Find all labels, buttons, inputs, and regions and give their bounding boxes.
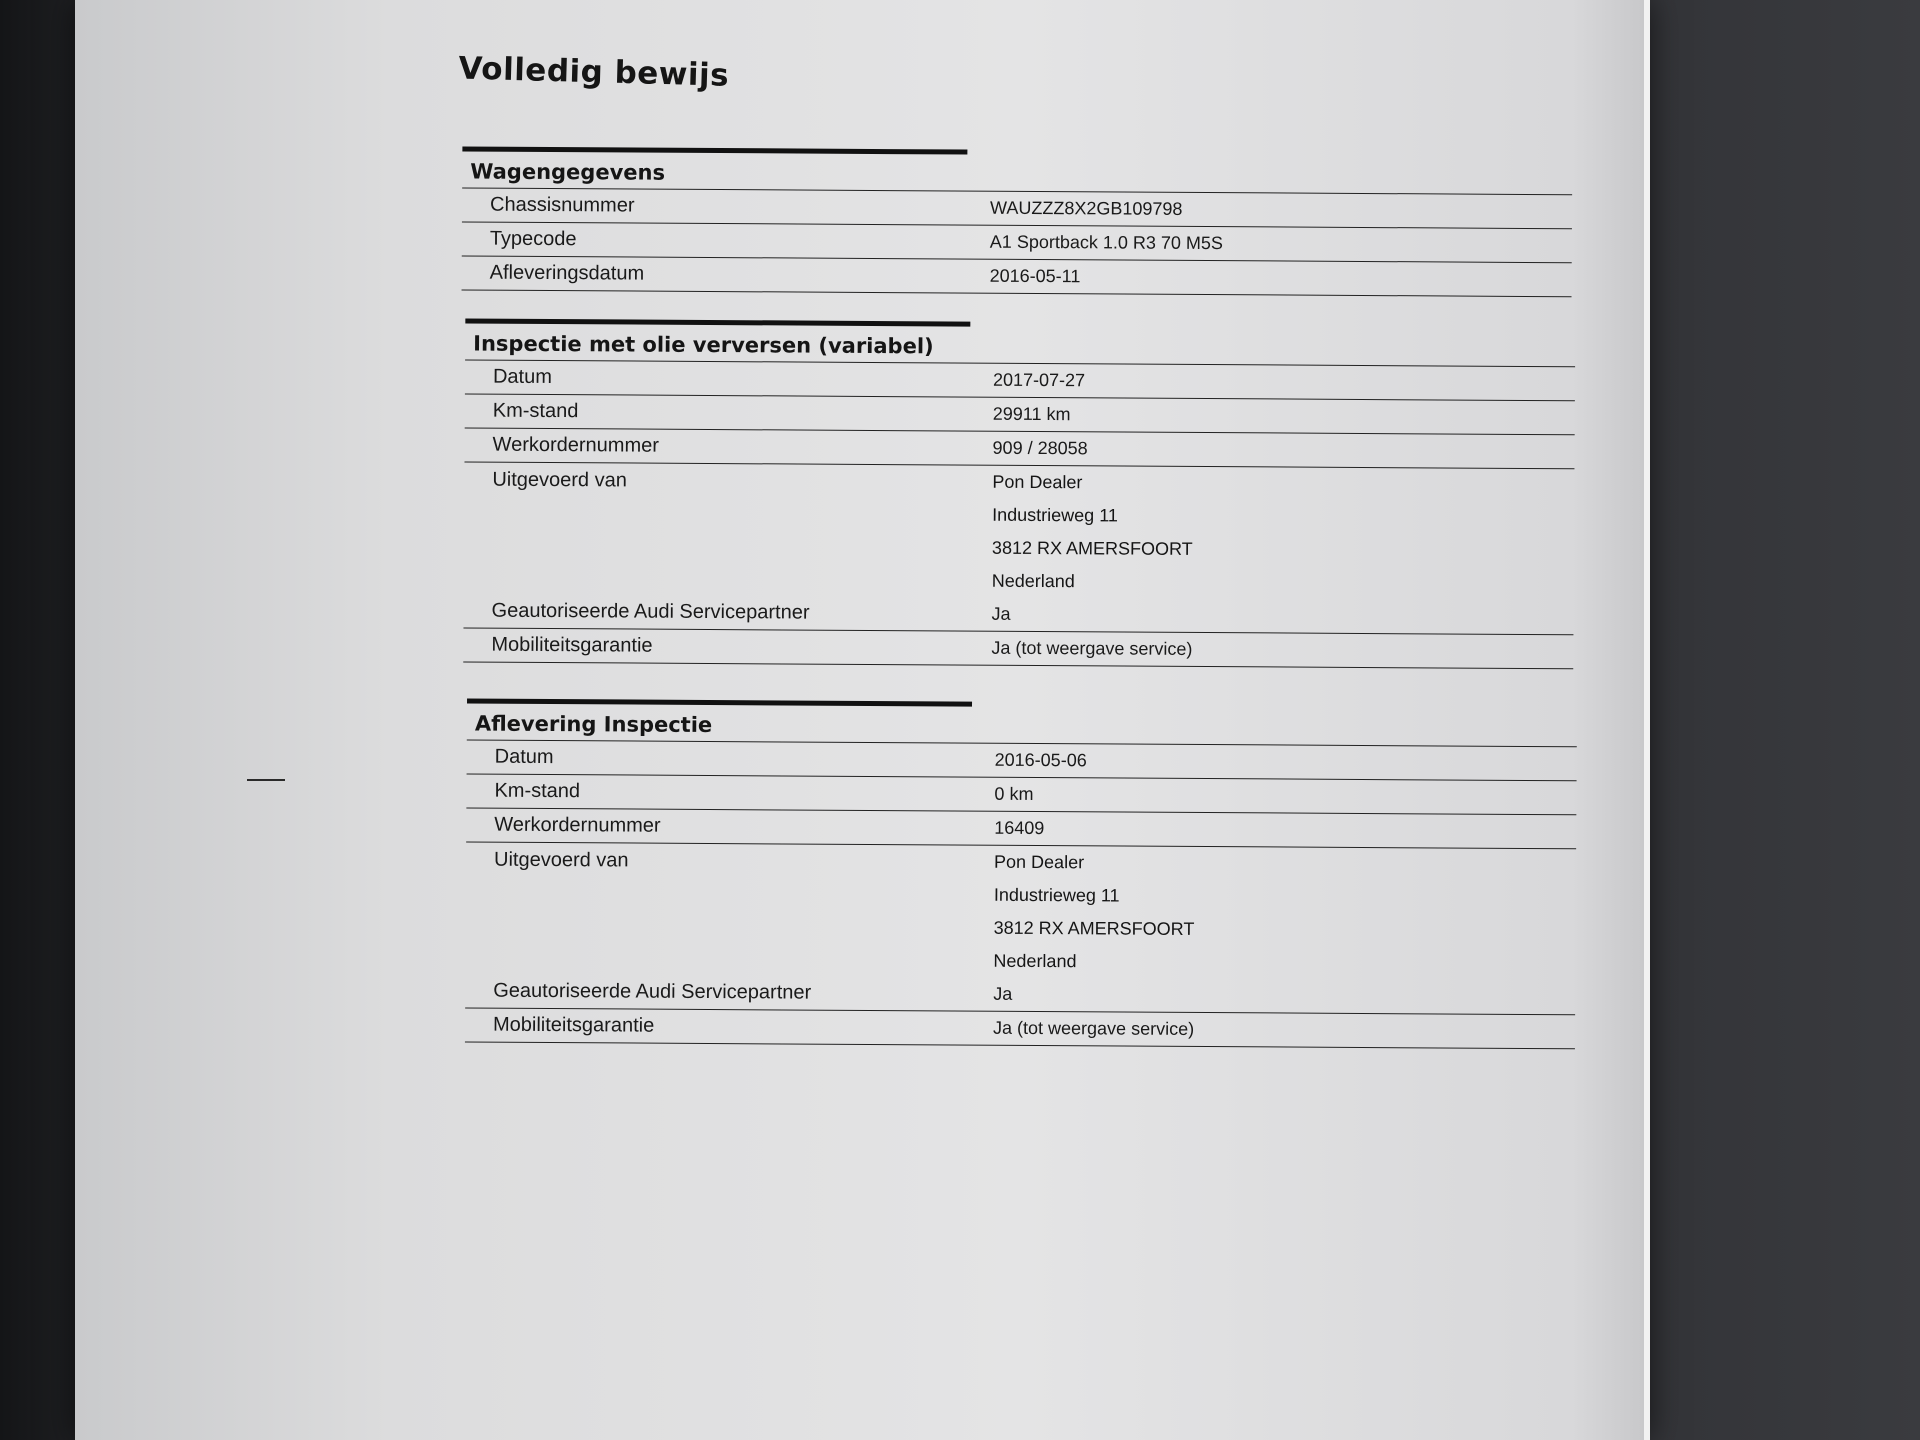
row-label: Geautoriseerde Audi Servicepartner xyxy=(491,599,810,624)
row-label: Werkordernummer xyxy=(492,433,659,457)
document-title: Volledig bewijs xyxy=(458,50,730,94)
section-title: Inspectie met olie verversen (variabel) xyxy=(465,323,1575,367)
margin-mark xyxy=(247,779,285,781)
address-line: Nederland xyxy=(991,570,1075,592)
row-label: Afleveringsdatum xyxy=(489,261,645,285)
row-value: Ja xyxy=(993,983,1013,1004)
row-label: Chassisnummer xyxy=(489,193,635,217)
section-aflevering-inspectie xyxy=(465,699,1577,1050)
address-line: 3812 RX AMERSFOORT xyxy=(991,537,1193,559)
row-label: Werkordernummer xyxy=(494,813,661,837)
row-value: WAUZZZ8X2GB109798 xyxy=(989,197,1183,219)
row-value: 909 / 28058 xyxy=(992,437,1088,459)
section-wagengegevens xyxy=(462,146,1573,297)
row-value: Ja xyxy=(991,603,1011,624)
page-edge xyxy=(1644,0,1650,1440)
row-value: 29911 km xyxy=(992,403,1071,425)
address-line: Industrieweg 11 xyxy=(992,504,1118,526)
row-afleveringsdatum xyxy=(462,256,1572,297)
row-label: Mobiliteitsgarantie xyxy=(492,1013,655,1037)
row-label: Mobiliteitsgarantie xyxy=(491,633,653,657)
row-value: A1 Sportback 1.0 R3 70 M5S xyxy=(989,231,1224,254)
row-value: 2017-07-27 xyxy=(992,369,1086,391)
row-value: 2016-05-06 xyxy=(994,749,1087,771)
row-value: Ja (tot weergave service) xyxy=(991,637,1193,659)
row-value: 16409 xyxy=(994,817,1045,839)
row-label: Uitgevoerd van xyxy=(493,848,629,872)
row-label: Datum xyxy=(492,365,552,389)
address-line: 3812 RX AMERSFOORT xyxy=(993,917,1195,939)
section-title: Wagengegevens xyxy=(462,151,1572,195)
row-label: Uitgevoerd van xyxy=(492,468,627,492)
row-uitgevoerd-van xyxy=(465,843,1576,982)
row-value: Ja (tot weergave service) xyxy=(992,1017,1195,1039)
row-label: Datum xyxy=(494,745,554,769)
row-label: Km-stand xyxy=(492,399,579,423)
paper-page xyxy=(75,0,1650,1440)
row-mobiliteitsgarantie xyxy=(463,628,1573,669)
address-block xyxy=(992,466,1575,602)
row-label: Typecode xyxy=(489,227,577,251)
row-label: Geautoriseerde Audi Servicepartner xyxy=(493,979,812,1004)
address-block xyxy=(993,846,1576,982)
row-mobiliteitsgarantie xyxy=(465,1009,1575,1050)
row-uitgevoerd-van xyxy=(464,462,1575,601)
row-label: Km-stand xyxy=(494,779,581,803)
address-line: Pon Dealer xyxy=(993,851,1085,873)
section-inspectie-olie xyxy=(463,318,1575,669)
document-content xyxy=(379,50,1585,1077)
section-title: Aflevering Inspectie xyxy=(467,704,1577,748)
row-value: 0 km xyxy=(994,783,1034,804)
address-line: Nederland xyxy=(993,950,1077,972)
address-line: Pon Dealer xyxy=(992,471,1083,493)
row-value: 2016-05-11 xyxy=(989,265,1081,287)
address-line: Industrieweg 11 xyxy=(993,884,1120,906)
